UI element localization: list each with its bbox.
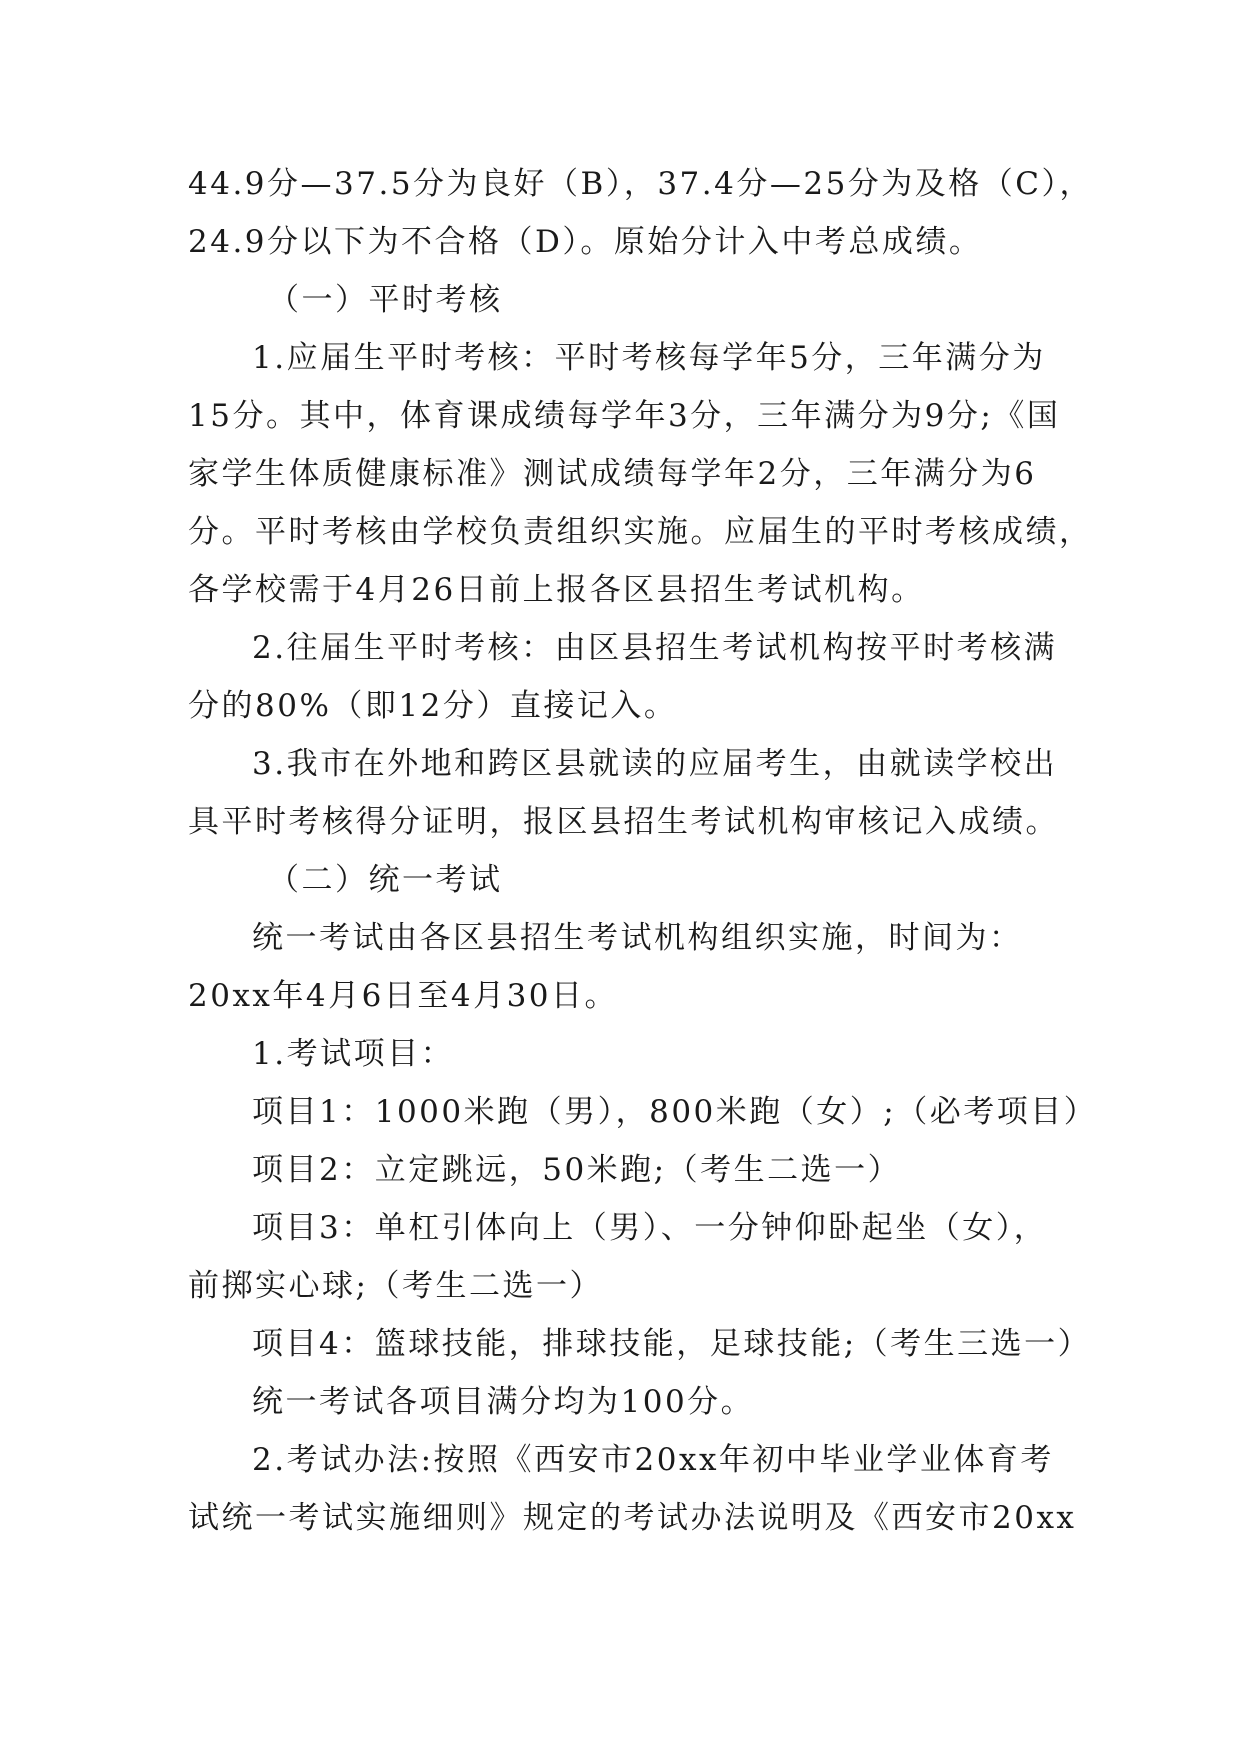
text-line: 项目2：立定跳远，50米跑;（考生二选一） bbox=[252, 1152, 902, 1188]
text-line: 1.应届生平时考核：平时考核每学年5分，三年满分为 bbox=[252, 340, 1046, 376]
text-line: 家学生体质健康标准》测试成绩每学年2分，三年满分为6 bbox=[188, 456, 1037, 492]
text-line: 各学校需于4月26日前上报各区县招生考试机构。 bbox=[188, 572, 925, 608]
section-heading: （一）平时考核 bbox=[268, 282, 503, 318]
text-line: 项目4：篮球技能，排球技能，足球技能;（考生三选一） bbox=[252, 1326, 1092, 1362]
text-line: 24.9分以下为不合格（D）。原始分计入中考总成绩。 bbox=[188, 224, 983, 260]
text-line: 2.考试办法:按照《西安市20xx年初中毕业学业体育考 bbox=[252, 1442, 1054, 1478]
text-line: 20xx年4月6日至4月30日。 bbox=[188, 978, 619, 1014]
text-line: 具平时考核得分证明，报区县招生考试机构审核记入成绩。 bbox=[188, 804, 1059, 840]
text-line: 2.往届生平时考核：由区县招生考试机构按平时考核满 bbox=[252, 630, 1058, 666]
text-line: 试统一考试实施细则》规定的考试办法说明及《西安市20xx bbox=[188, 1500, 1077, 1536]
text-line: 3.我市在外地和跨区县就读的应届考生，由就读学校出 bbox=[252, 746, 1058, 782]
text-line: 44.9分—37.5分为良好（B），37.4分—25分为及格（C）， bbox=[188, 166, 1094, 202]
text-line: 分。平时考核由学校负责组织实施。应届生的平时考核成绩， bbox=[188, 514, 1093, 550]
text-line: 前掷实心球;（考生二选一） bbox=[188, 1268, 603, 1304]
text-line: 项目1：1000米跑（男），800米跑（女）;（必考项目） bbox=[252, 1094, 1098, 1130]
text-line: 分的80%（即12分）直接记入。 bbox=[188, 688, 678, 724]
text-line: 统一考试由各区县招生考试机构组织实施，时间为： bbox=[252, 920, 1023, 956]
text-line: 1.考试项目： bbox=[252, 1036, 455, 1072]
text-line: 统一考试各项目满分均为100分。 bbox=[252, 1384, 755, 1420]
text-line: 15分。其中，体育课成绩每学年3分，三年满分为9分;《国 bbox=[188, 398, 1061, 434]
section-heading: （二）统一考试 bbox=[268, 862, 503, 898]
text-line: 项目3：单杠引体向上（男）、一分钟仰卧起坐（女）， bbox=[252, 1210, 1048, 1246]
document-body bbox=[188, 155, 1098, 1547]
